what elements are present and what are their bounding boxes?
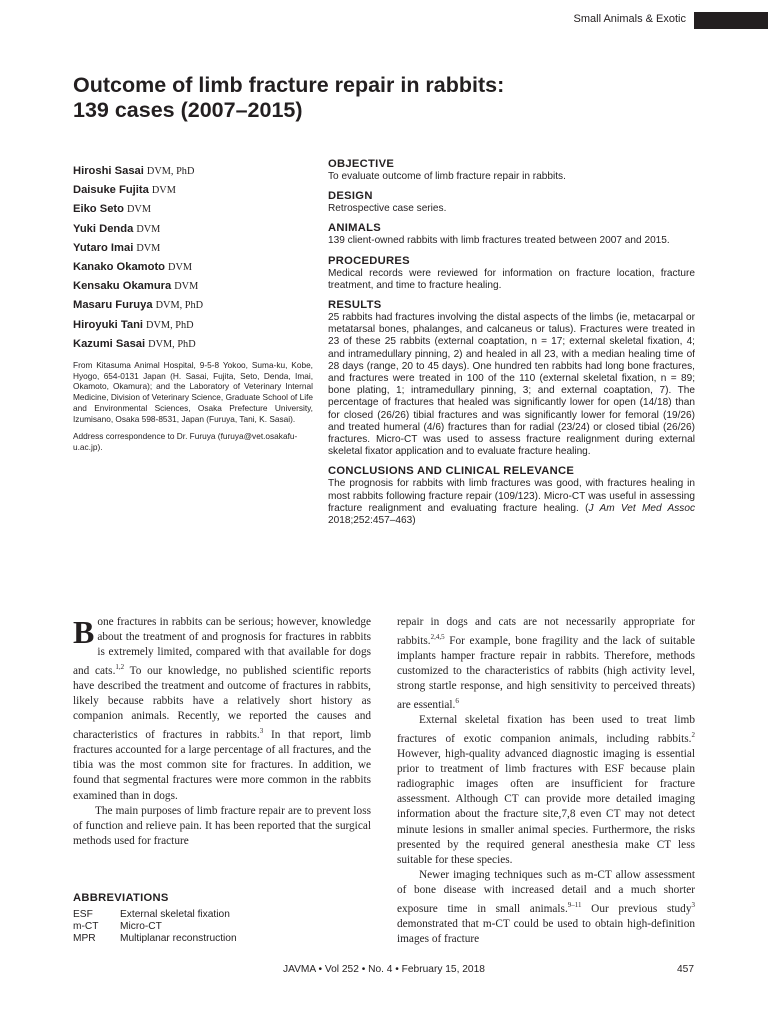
abstract-conclusions	[328, 478, 695, 527]
affiliation: From Kitasuma Animal Hospital, 9-5-8 Yokoo, Suma-ku, Kobe, Hyogo, 654-0131 Japan (H. Sasai, Fujita, Seto, Denda, Imai, Okamoto, Okamura); and the Laboratory of Veterinary Internal Medicine, Division of Veterinary Science, Graduate School of Life and Environmental Sciences, Osaka Prefecture University, Izumisano, Osaka 598-8531, Japan (Furuya, Tani, K. Sasai).	[73, 360, 313, 424]
body-column-right	[397, 615, 695, 947]
body-paragraph	[73, 615, 371, 804]
abbreviations-box	[73, 892, 371, 945]
page-number: 457	[677, 964, 694, 975]
footer-journal-info: JAVMA • Vol 252 • No. 4 • February 15, 2018	[283, 964, 485, 975]
author	[73, 162, 313, 181]
author-name: Yutaro Imai	[73, 241, 134, 254]
abbreviation-row	[73, 933, 371, 945]
author-degrees: DVM	[174, 281, 199, 293]
abbreviation-definition: External skeletal fixation	[120, 909, 230, 920]
correspondence: Address correspondence to Dr. Furuya (furuya@vet.osakafu-u.ac.jp).	[73, 431, 298, 452]
author-degrees: DVM, PhD	[148, 338, 196, 350]
author	[73, 181, 313, 200]
author-degrees: DVM, PhD	[155, 300, 204, 312]
author-name: Yuki Denda	[73, 222, 134, 235]
drop-cap: B	[73, 614, 95, 650]
abstract-results: 25 rabbits had fractures involving the distal aspects of the limbs (ie, metacarpal or metatarsal bones, phalanges, and calcaneus or talus). Fractures were treated in 23 of these 25 rabbits (external coaptation, n = 17; external skeletal fixation, 4; and intramedullary pinning, 2) and healed in all 23, with a median healing time of 28 days (range, 20 to 45 days). One hundred ten rabbits had long bone fractures, and fractures were treated in 100 of the 110 (external skeletal fixation, n = 89; bone plating, 1; intramedullary pinning, 3; and external coaptation, 7). The percentage of fractures that healed was significantly lower for open (14/18) than for closed (26/26) tibial fractures and was significantly lower for femoral (19/26) and treated humeral (4/6) fractures than for radial (23/24) or closed tibial (26/26) fractures. Micro-CT was used to assess fracture realignment during external skeletal fixator application and to evaluate fracture healing.	[328, 312, 695, 458]
author-degrees: DVM	[126, 204, 152, 216]
abstract-conclusions-text: The prognosis for rabbits with limb fractures was good, with fractures healing in most rabbits following fracture repair (109/123). Micro-CT was useful in assessing fracture realignment and evaluating fracture healing.	[328, 478, 695, 514]
abstract-results-heading: RESULTS	[328, 299, 382, 312]
author-name: Daisuke Fujita	[73, 184, 149, 197]
article-title-line-2: 139 cases (2007–2015)	[73, 98, 303, 122]
author	[73, 258, 313, 277]
author	[73, 239, 313, 258]
author-degrees: DVM	[136, 223, 161, 235]
abbreviations-heading: ABBREVIATIONS	[73, 892, 169, 904]
author-degrees: DVM	[151, 185, 176, 197]
author	[73, 316, 313, 335]
abbreviation-row	[73, 921, 371, 933]
author-degrees: DVM, PhD	[146, 166, 195, 177]
author-name: Masaru Furuya	[73, 299, 153, 312]
abbreviations-list	[73, 909, 371, 945]
body-paragraph: External skeletal fixation has been used to treat limb fractures of exotic companion animals, including rabbits.$^2$ However, high-quality advanced diagnostic imaging is essential prior to treatment of limb fractures with ESF because plain radiographic images often are insufficient for fracture assessment. Although CT can provide more detailed imaging information about the fracture site,7,8 even CT may not detect minute lesions in smaller animal species. Furthermore, the risks presented by the required general anesthesia make CT less suitable for these species.	[397, 714, 695, 866]
author-list	[73, 162, 313, 354]
abstract-procedures-heading: PROCEDURES	[328, 254, 410, 267]
author	[73, 220, 313, 239]
author-degrees: DVM	[168, 262, 193, 274]
abbreviation: MPR	[73, 933, 96, 944]
body-paragraph: The main purposes of limb fracture repair are to prevent loss of function and relieve pain. It has been reported that the surgical methods used for fracture	[73, 804, 371, 847]
abbreviation-definition: Micro-CT	[120, 921, 162, 932]
author-name: Kanako Okamoto	[73, 261, 166, 274]
author	[73, 296, 313, 315]
citation-journal: J Am Vet Med Assoc	[588, 502, 695, 514]
author	[73, 277, 313, 296]
section-bar	[694, 12, 768, 29]
author-name: Kazumi Sasai	[73, 337, 146, 350]
abstract	[328, 158, 695, 534]
author-name: Hiroyuki Tani	[73, 318, 144, 331]
author	[73, 335, 313, 354]
abstract-design: Retrospective case series.	[328, 203, 447, 215]
abstract-objective: To evaluate outcome of limb fracture repair in rabbits.	[328, 171, 566, 182]
author-name: Hiroshi Sasai	[73, 165, 144, 177]
abstract-objective-heading: OBJECTIVE	[328, 158, 395, 170]
body-column-left	[73, 615, 371, 849]
abstract-animals: 139 client-owned rabbits with limb fractures treated between 2007 and 2015.	[328, 235, 670, 247]
abbreviation: ESF	[73, 909, 93, 920]
abbreviation-definition: Multiplanar reconstruction	[120, 933, 237, 944]
article-title-line-1: Outcome of limb fracture repair in rabbits:	[73, 73, 505, 97]
author-name: Kensaku Okamura	[73, 280, 172, 293]
abbreviation: m-CT	[73, 921, 99, 932]
citation-details: 2018;252:457–463)	[328, 515, 416, 527]
abbreviation-row	[73, 909, 371, 921]
body-text: one fractures in rabbits can be serious; however, knowledge about the treatment of and prognosis for fractures in rabbits is extremely limited, compared with that available for dogs and cats.$^{1,2}$ To our knowledge, no published scientific reports have described the treatment and outcome of fractures in rabbits, likely because rabbits have a relatively short history as companion animals. Recently, we reported the causes and characteristics of fractures in rabbits.$^3$ In that report, limb fractures accounted for a large percentage of all fractures, and the tibia was the most common site for fractures. In addition, we found that segmental fractures were more common in the rabbits examined than in dogs.	[73, 616, 371, 802]
author	[73, 200, 313, 219]
body-paragraph: repair in dogs and cats are not necessarily appropriate for rabbits.$^{2,4,5}$ For example, bone fragility and the lack of suitable implants hamper fracture repair in rabbits. Therefore, methods customized to the characteristics of rabbits (high activity level, strong startle response, and high sensitivity to perceived threats) are essential.$^6$	[397, 616, 695, 711]
citation-open-paren: (	[585, 502, 589, 514]
section-label: Small Animals & Exotic	[573, 13, 686, 25]
author-block	[73, 162, 313, 453]
author-degrees: DVM	[136, 242, 161, 254]
author-degrees: DVM, PhD	[146, 319, 194, 331]
body-paragraph: Newer imaging techniques such as m-CT allow assessment of bone disease with increased detail and a much shorter exposure time in small animals.$^{9-11}$ Our previous study$^3$ demonstrated that m-CT could be used to obtain high-definition images of fracture	[397, 868, 695, 945]
author-name: Eiko Seto	[73, 203, 124, 216]
abstract-design-heading: DESIGN	[328, 190, 373, 203]
abstract-procedures: Medical records were reviewed for information on fracture location, fracture treatment, and time to fracture healing.	[328, 267, 695, 291]
abstract-animals-heading: ANIMALS	[328, 222, 382, 235]
article-title	[73, 73, 713, 123]
abstract-conclusions-heading: CONCLUSIONS AND CLINICAL RELEVANCE	[328, 465, 575, 478]
